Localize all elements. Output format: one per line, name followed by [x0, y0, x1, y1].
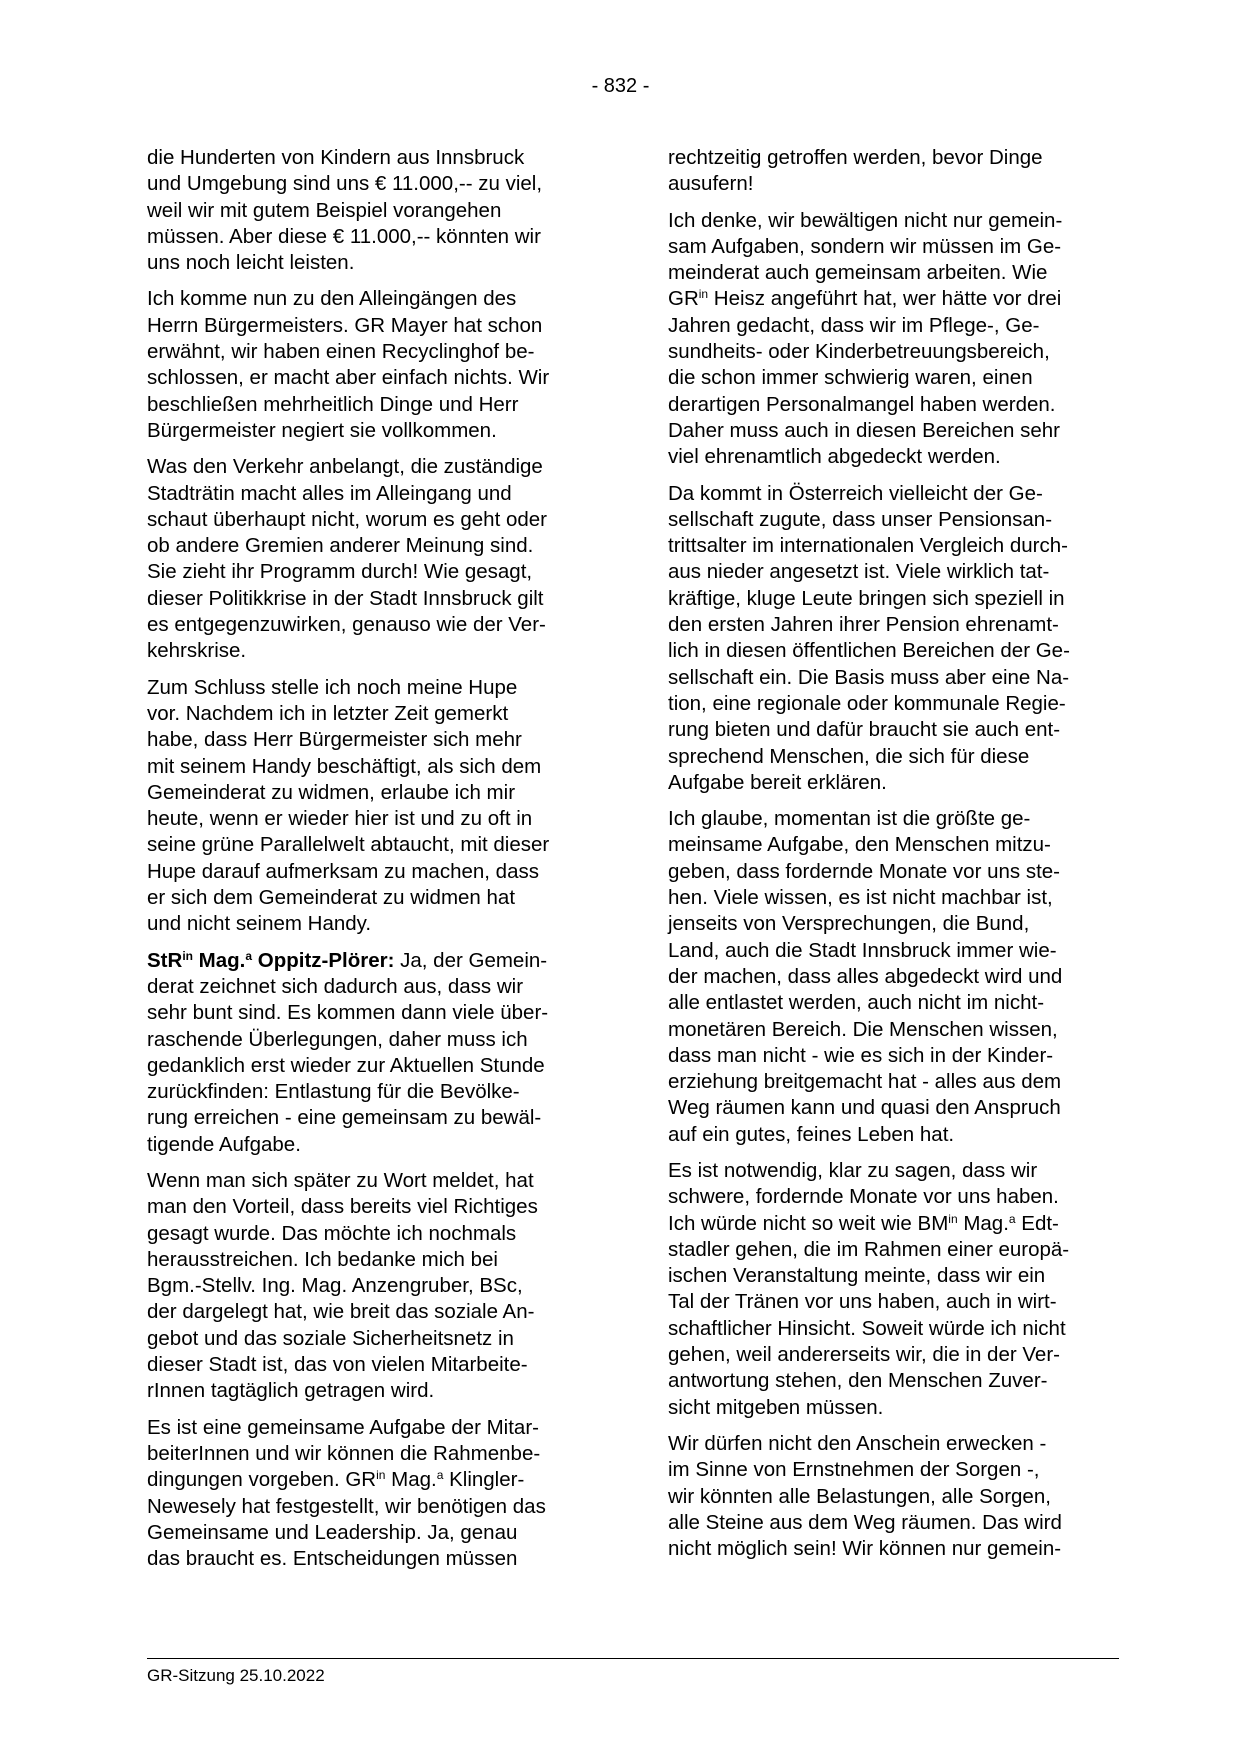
text-line: beiterInnen und wir können die Rahmenbe- [147, 1441, 541, 1465]
text-line: die Hunderten von Kindern aus Innsbruck [147, 146, 525, 169]
text-line: seine grüne Parallelwelt abtaucht, mit dieser [147, 833, 550, 857]
text-line: antwortung stehen, den Menschen Zuver- [668, 1369, 1048, 1393]
text-line: Land, auch die Stadt Innsbruck immer wie- [668, 938, 1057, 962]
text-line: erwähnt, wir haben einen Recyclinghof be- [147, 340, 535, 364]
text-line: kräftige, kluge Leute bringen sich speziell in [668, 586, 1065, 610]
text-line: das braucht es. Entscheidungen müssen [147, 1547, 518, 1571]
text-line: Jahren gedacht, dass wir im Pflege-, Ge- [668, 313, 1040, 337]
text-line: Bürgermeister negiert sie vollkommen. [147, 418, 497, 442]
text-line: alle Steine aus dem Weg räumen. Das wird [668, 1510, 1062, 1534]
text-line: beschließen mehrheitlich Dinge und Herr [147, 392, 519, 416]
paragraph [147, 454, 597, 664]
text-line: der machen, dass alles abgedeckt wird und [668, 964, 1063, 988]
text-line: meinderat auch gemeinsam arbeiten. Wie [668, 261, 1048, 285]
text-line: $GR^{in}$ Heisz angeführt hat, wer hätte vor drei [668, 287, 1062, 311]
text-line: Stadträtin macht alles im Alleingang und [147, 481, 512, 505]
text-line: den ersten Jahren ihrer Pension ehrenamt- [668, 613, 1059, 637]
text-line: dass man nicht - wie es sich in der Kinder- [668, 1043, 1054, 1067]
text-line: und Umgebung sind uns € 11.000,-- zu viel, [147, 172, 543, 196]
speech-paragraph [147, 948, 597, 1158]
text-line: weil wir mit gutem Beispiel vorangehen [147, 198, 502, 222]
text-line: sellschaft ein. Die Basis muss aber eine Na- [668, 665, 1070, 689]
text-line: Gemeinsame und Leadership. Ja, genau [147, 1520, 518, 1544]
text-line: wir könnten alle Belastungen, alle Sorgen, [668, 1484, 1051, 1508]
text-line: Newesely hat festgestellt, wir benötigen das [147, 1494, 546, 1518]
text-line: sam Aufgaben, sondern wir müssen im Ge- [668, 234, 1062, 258]
text-line: schwere, fordernde Monate vor uns haben. [668, 1185, 1059, 1209]
text-line: Was den Verkehr anbelangt, die zuständige [147, 455, 543, 479]
text-line: Ich würde nicht so weit wie $BM^{in}$ Mag.$^a$ Edt- [668, 1211, 1059, 1235]
text-line: es entgegenzuwirken, genauso wie der Ver- [147, 613, 546, 637]
text-line: auf ein gutes, feines Leben hat. [668, 1122, 955, 1146]
text-line: ausufern! [668, 172, 754, 196]
text-line: Hupe darauf aufmerksam zu machen, dass [147, 859, 539, 883]
text-line: gedanklich erst wieder zur Aktuellen Stunde [147, 1053, 545, 1077]
text-line: dieser Politikkrise in der Stadt Innsbruck gilt [147, 586, 544, 610]
paragraph [147, 145, 597, 276]
text-line: er sich dem Gemeinderat zu widmen hat [147, 886, 516, 910]
text-line: habe, dass Herr Bürgermeister sich mehr [147, 728, 522, 752]
text-line: dingungen vorgeben. $GR^{in}$ Mag.$^a$ Klingler- [147, 1468, 525, 1492]
text-line: stadler gehen, die im Rahmen einer europä- [668, 1237, 1070, 1261]
text-line: zurückfinden: Entlastung für die Bevölke- [147, 1080, 520, 1104]
text-line: der dargelegt hat, wie breit das soziale An- [147, 1300, 535, 1324]
text-line: tion, eine regionale oder kommunale Regie- [668, 691, 1066, 715]
text-line: sicht mitgeben müssen. [668, 1395, 884, 1419]
text-line: sprechend Menschen, die sich für diese [668, 744, 1030, 768]
text-line: und nicht seinem Handy. [147, 912, 372, 936]
text-line: jenseits von Versprechungen, die Bund, [668, 912, 1030, 936]
text-line: viel ehrenamtlich abgedeckt werden. [668, 445, 1001, 469]
page-number: - 832 - [591, 75, 650, 97]
text-line: Ich komme nun zu den Alleingängen des [147, 287, 517, 311]
text-line: kehrskrise. [147, 639, 247, 663]
text-line: müssen. Aber diese € 11.000,-- könnten wir [147, 224, 541, 248]
paragraph [668, 1431, 1118, 1562]
text-line: gebot und das soziale Sicherheitsnetz in [147, 1326, 514, 1350]
text-line: Bgm.-Stellv. Ing. Mag. Anzengruber, BSc, [147, 1274, 523, 1298]
text-line: gesagt wurde. Das möchte ich nochmals [147, 1221, 517, 1245]
text-line: Es ist notwendig, klar zu sagen, dass wir [668, 1158, 1038, 1182]
text-line: schlossen, er macht aber einfach nichts. Wir [147, 366, 550, 390]
text-line: sundheits- oder Kinderbetreuungsbereich, [668, 340, 1050, 364]
text-line: dieser Stadt ist, das von vielen Mitarbeite- [147, 1353, 528, 1377]
text-line: ischen Veranstaltung meinte, dass wir ein [668, 1264, 1046, 1288]
text-line: Tal der Tränen vor uns haben, auch in wirt- [668, 1290, 1057, 1314]
text-line: derartigen Personalmangel haben werden. [668, 392, 1056, 416]
text-line: Sie zieht ihr Programm durch! Wie gesagt, [147, 560, 533, 584]
text-line: Herrn Bürgermeisters. GR Mayer hat schon [147, 313, 543, 337]
text-line: Daher muss auch in diesen Bereichen sehr [668, 418, 1060, 442]
text-line: uns noch leicht leisten. [147, 251, 355, 275]
text-line: sehr bunt sind. Es kommen dann viele über- [147, 1001, 549, 1025]
paragraph [668, 145, 1118, 198]
text-line: heute, wenn er wieder hier ist und zu oft in [147, 807, 533, 831]
right-column [668, 145, 1118, 1572]
text-line: nicht möglich sein! Wir können nur gemein- [668, 1537, 1062, 1561]
speaker-name: StR$^{in}$ Mag.$^a$ Oppitz-Plörer: [147, 948, 395, 972]
footer-divider [147, 1658, 1119, 1659]
text-line: Gemeinderat zu widmen, erlaube ich mir [147, 780, 516, 804]
paragraph [668, 481, 1118, 797]
paragraph [147, 1415, 597, 1573]
text-line: rInnen tagtäglich getragen wird. [147, 1379, 435, 1403]
text-line: monetären Bereich. Die Menschen wissen, [668, 1017, 1058, 1041]
paragraph [668, 1158, 1118, 1421]
text-line: lich in diesen öffentlichen Bereichen der Ge- [668, 639, 1070, 663]
text-line: Wenn man sich später zu Wort meldet, hat [147, 1168, 534, 1192]
text-line: schaut überhaupt nicht, worum es geht oder [147, 507, 547, 531]
text-line: trittsalter im internationalen Vergleich durch- [668, 534, 1068, 558]
text-line: ob andere Gremien anderer Meinung sind. [147, 534, 534, 558]
text-line: rung bieten und dafür braucht sie auch ent- [668, 718, 1061, 742]
text-line: im Sinne von Ernstnehmen der Sorgen -, [668, 1458, 1040, 1482]
text-line: erziehung breitgemacht hat - alles aus dem [668, 1070, 1062, 1094]
text-line: StR$^{in}$ Mag.$^a$ Oppitz-Plörer: Ja, der Gemein- [147, 948, 548, 972]
footer-session-date: GR-Sitzung 25.10.2022 [147, 1666, 325, 1685]
paragraph [668, 208, 1118, 471]
text-line: geben, dass fordernde Monate vor uns ste- [668, 859, 1061, 883]
text-line: Da kommt in Österreich vielleicht der Ge- [668, 481, 1043, 505]
text-line: meinsame Aufgabe, den Menschen mitzu- [668, 833, 1051, 857]
paragraph [147, 675, 597, 938]
text-line: aus nieder angesetzt ist. Viele wirklich tat- [668, 560, 1050, 584]
text-line: raschende Überlegungen, daher muss ich [147, 1027, 528, 1051]
text-line: vor. Nachdem ich in letzter Zeit gemerkt [147, 701, 509, 725]
paragraph [147, 286, 597, 444]
text-line: schaftlicher Hinsicht. Soweit würde ich nicht [668, 1316, 1066, 1340]
text-line: derat zeichnet sich dadurch aus, dass wir [147, 974, 524, 998]
text-line: Ich glaube, momentan ist die größte ge- [668, 807, 1031, 831]
text-line: Es ist eine gemeinsame Aufgabe der Mitar- [147, 1415, 539, 1439]
text-line: die schon immer schwierig waren, einen [668, 366, 1033, 390]
text-line: tigende Aufgabe. [147, 1132, 301, 1156]
text-line: herausstreichen. Ich bedanke mich bei [147, 1247, 498, 1271]
left-column [147, 145, 597, 1582]
paragraph [668, 806, 1118, 1148]
text-line: Ich denke, wir bewältigen nicht nur gemein- [668, 208, 1063, 232]
text-line: Zum Schluss stelle ich noch meine Hupe [147, 675, 518, 699]
text-line: Aufgabe bereit erklären. [668, 770, 887, 794]
text-line: man den Vorteil, dass bereits viel Richtiges [147, 1195, 538, 1219]
text-line: mit seinem Handy beschäftigt, als sich dem [147, 754, 542, 778]
text-line: rung erreichen - eine gemeinsam zu bewäl- [147, 1106, 542, 1130]
paragraph [147, 1168, 597, 1405]
text-line: gehen, weil andererseits wir, die in der Ver- [668, 1343, 1060, 1367]
text-line: Wir dürfen nicht den Anschein erwecken - [668, 1431, 1047, 1455]
text-line: rechtzeitig getroffen werden, bevor Dinge [668, 146, 1043, 169]
text-line: sellschaft zugute, dass unser Pensionsan- [668, 507, 1053, 531]
text-line: Weg räumen kann und quasi den Anspruch [668, 1096, 1061, 1120]
text-line: hen. Viele wissen, es ist nicht machbar ist, [668, 886, 1053, 910]
text-line: alle entlastet werden, auch nicht im nicht- [668, 991, 1045, 1015]
